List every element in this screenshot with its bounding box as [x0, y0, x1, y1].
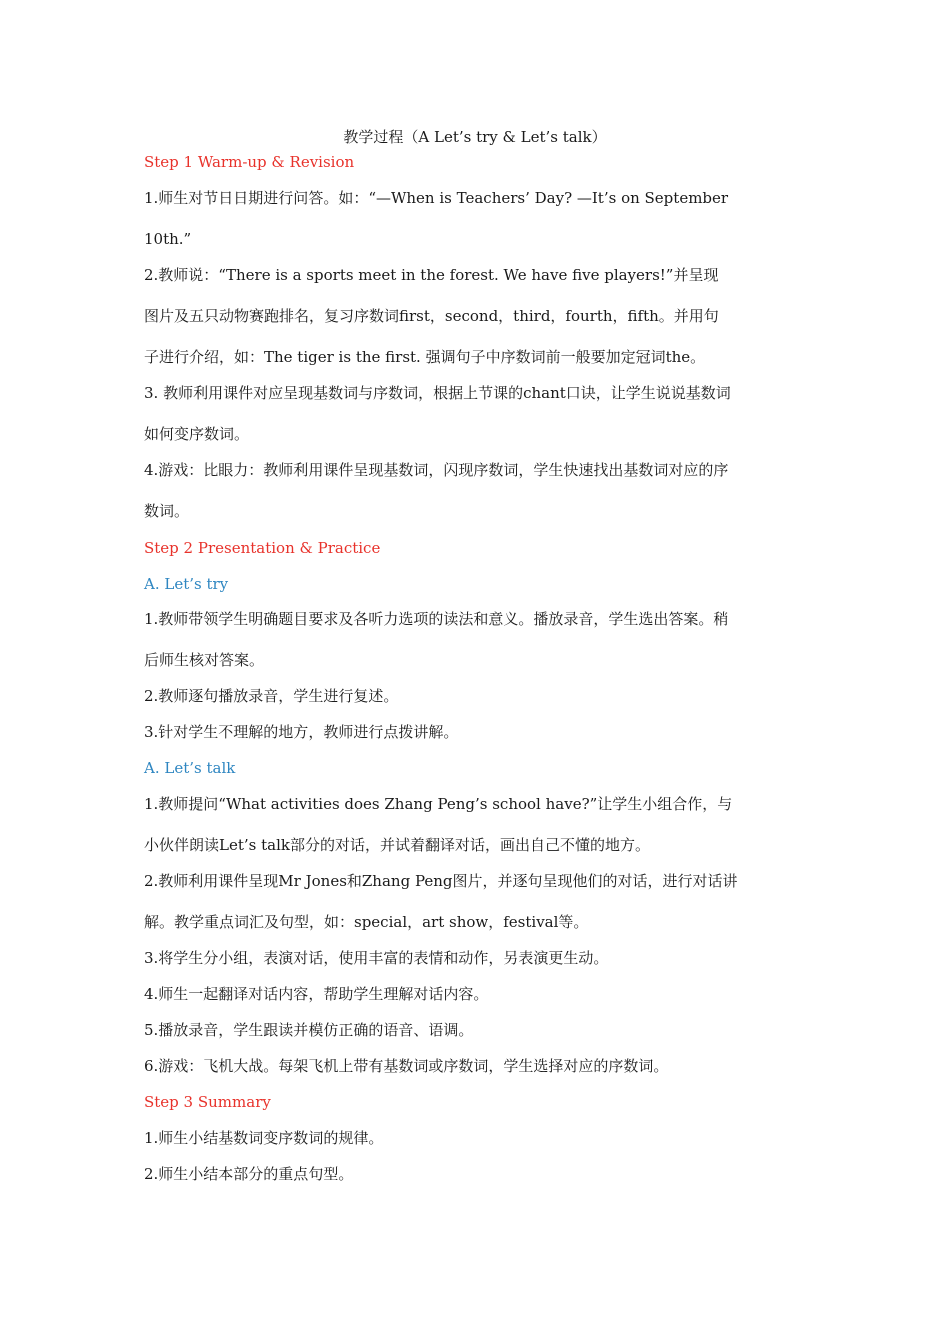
step2-heading: Step 2 Presentation & Practice: [144, 539, 381, 557]
lets-talk-heading: A. Let’s talk: [144, 759, 236, 777]
page-title: 教学过程（A Let’s try & Let’s talk）: [343, 128, 607, 146]
paragraph-line: 1.师生小结基数词变序数词的规律。: [144, 1129, 384, 1147]
paragraph-line: 2.师生小结本部分的重点句型。: [144, 1165, 354, 1183]
lets-try-heading: A. Let’s try: [144, 575, 229, 593]
paragraph-line: 2.教师说：“There is a sports meet in the forest. We have five players!”并呈现: [144, 266, 719, 284]
paragraph-line: 如何变序数词。: [144, 425, 250, 443]
paragraph-line: 图片及五只动物赛跑排名，复习序数词first，second，third，fourth，fifth。并用句: [144, 307, 719, 325]
paragraph-line: 2.教师利用课件呈现Mr Jones和Zhang Peng图片，并逐句呈现他们的对话，进行对话讲: [144, 872, 738, 890]
paragraph-line: 4.师生一起翻译对话内容，帮助学生理解对话内容。: [144, 985, 489, 1003]
step3-heading: Step 3 Summary: [144, 1093, 271, 1111]
paragraph-line: 4.游戏：比眼力：教师利用课件呈现基数词，闪现序数词，学生快速找出基数词对应的序: [144, 461, 729, 479]
paragraph-line: 3. 教师利用课件对应呈现基数词与序数词，根据上节课的chant口诀，让学生说说基数词: [144, 384, 731, 402]
paragraph-line: 解。教学重点词汇及句型，如：special，art show，festival等。: [144, 913, 589, 931]
paragraph-line: 1.教师带领学生明确题目要求及各听力选项的读法和意义。播放录音，学生选出答案。稍: [144, 610, 729, 628]
step1-heading: Step 1 Warm-up & Revision: [144, 153, 355, 171]
paragraph-line: 后师生核对答案。: [144, 651, 265, 669]
paragraph-line: 3.将学生分小组，表演对话，使用丰富的表情和动作，另表演更生动。: [144, 949, 609, 967]
paragraph-line: 3.针对学生不理解的地方，教师进行点拨讲解。: [144, 723, 459, 741]
paragraph-line: 数词。: [144, 502, 190, 520]
paragraph-line: 10th.”: [144, 230, 192, 248]
paragraph-line: 5.播放录音，学生跟读并模仿正确的语音、语调。: [144, 1021, 474, 1039]
paragraph-line: 子进行介绍，如：The tiger is the first. 强调句子中序数词前一般要加定冠词the。: [144, 348, 706, 366]
paragraph-line: 小伙伴朗读Let’s talk部分的对话，并试着翻译对话，画出自己不懂的地方。: [144, 836, 650, 854]
paragraph-line: 2.教师逐句播放录音，学生进行复述。: [144, 687, 399, 705]
paragraph-line: 1.师生对节日日期进行问答。如：“—When is Teachers’ Day? —It’s on September: [144, 189, 729, 207]
paragraph-line: 1.教师提问“What activities does Zhang Peng’s school have?”让学生小组合作，与: [144, 795, 733, 813]
paragraph-line: 6.游戏：飞机大战。每架飞机上带有基数词或序数词，学生选择对应的序数词。: [144, 1057, 669, 1075]
